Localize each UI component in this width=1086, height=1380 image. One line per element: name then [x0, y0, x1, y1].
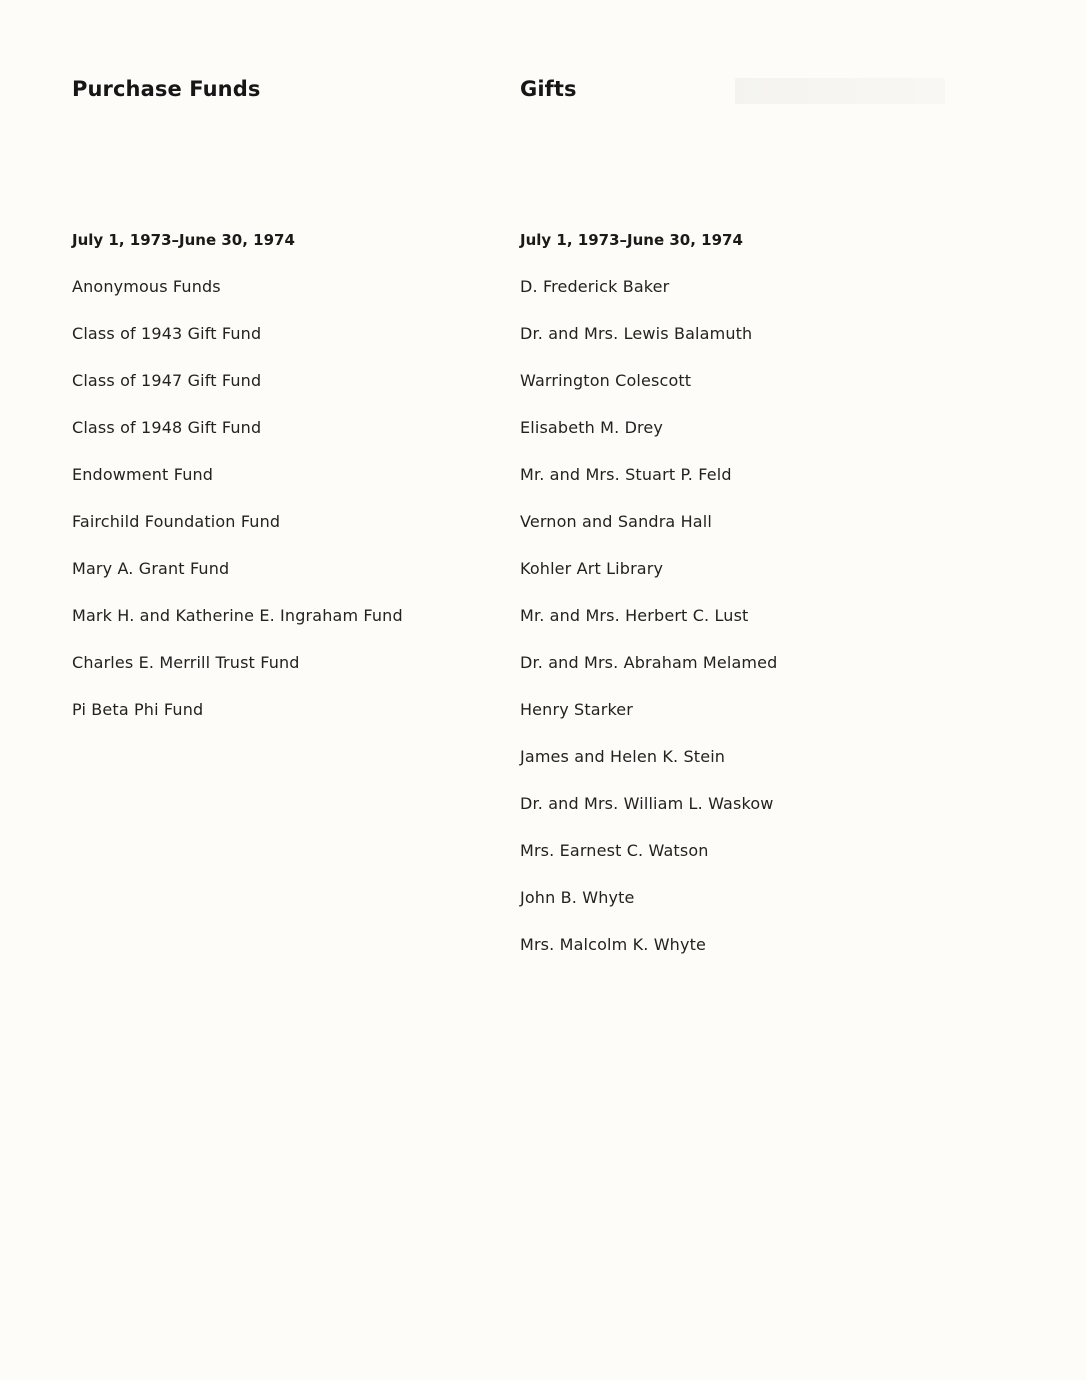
list-item: Warrington Colescott: [520, 371, 692, 390]
list-item: Class of 1948 Gift Fund: [72, 418, 262, 437]
list-item: Vernon and Sandra Hall: [520, 512, 712, 531]
list-item: Class of 1943 Gift Fund: [72, 324, 262, 343]
list-item: Class of 1947 Gift Fund: [72, 371, 262, 390]
list-item: John B. Whyte: [520, 888, 635, 907]
list-item: James and Helen K. Stein: [520, 747, 726, 766]
list-item: D. Frederick Baker: [520, 277, 670, 296]
list-item: Kohler Art Library: [520, 559, 664, 578]
list-item: Dr. and Mrs. Lewis Balamuth: [520, 324, 753, 343]
list-item: Mr. and Mrs. Stuart P. Feld: [520, 465, 732, 484]
list-item: Mary A. Grant Fund: [72, 559, 230, 578]
list-item: Elisabeth M. Drey: [520, 418, 664, 437]
purchase-funds-section: [72, 74, 502, 719]
gifts-period: July 1, 1973–June 30, 1974: [520, 231, 743, 249]
list-item: Mr. and Mrs. Herbert C. Lust: [520, 606, 749, 625]
list-item: Dr. and Mrs. Abraham Melamed: [520, 653, 778, 672]
purchase-funds-heading: Purchase Funds: [72, 77, 261, 101]
list-item: Endowment Fund: [72, 465, 214, 484]
gifts-heading: Gifts: [520, 77, 577, 101]
list-item: Mrs. Earnest C. Watson: [520, 841, 709, 860]
list-item: Pi Beta Phi Fund: [72, 700, 204, 719]
gifts-list: [520, 277, 777, 982]
list-item: Dr. and Mrs. William L. Waskow: [520, 794, 774, 813]
list-item: Mark H. and Katherine E. Ingraham Fund: [72, 606, 403, 625]
list-item: Charles E. Merrill Trust Fund: [72, 653, 300, 672]
list-item: Fairchild Foundation Fund: [72, 512, 281, 531]
list-item: Mrs. Malcolm K. Whyte: [520, 935, 707, 954]
purchase-funds-list: [72, 277, 403, 747]
list-item: Henry Starker: [520, 700, 634, 719]
list-item: Anonymous Funds: [72, 277, 221, 296]
gifts-section: [520, 74, 940, 954]
purchase-funds-period: July 1, 1973–June 30, 1974: [72, 231, 295, 249]
